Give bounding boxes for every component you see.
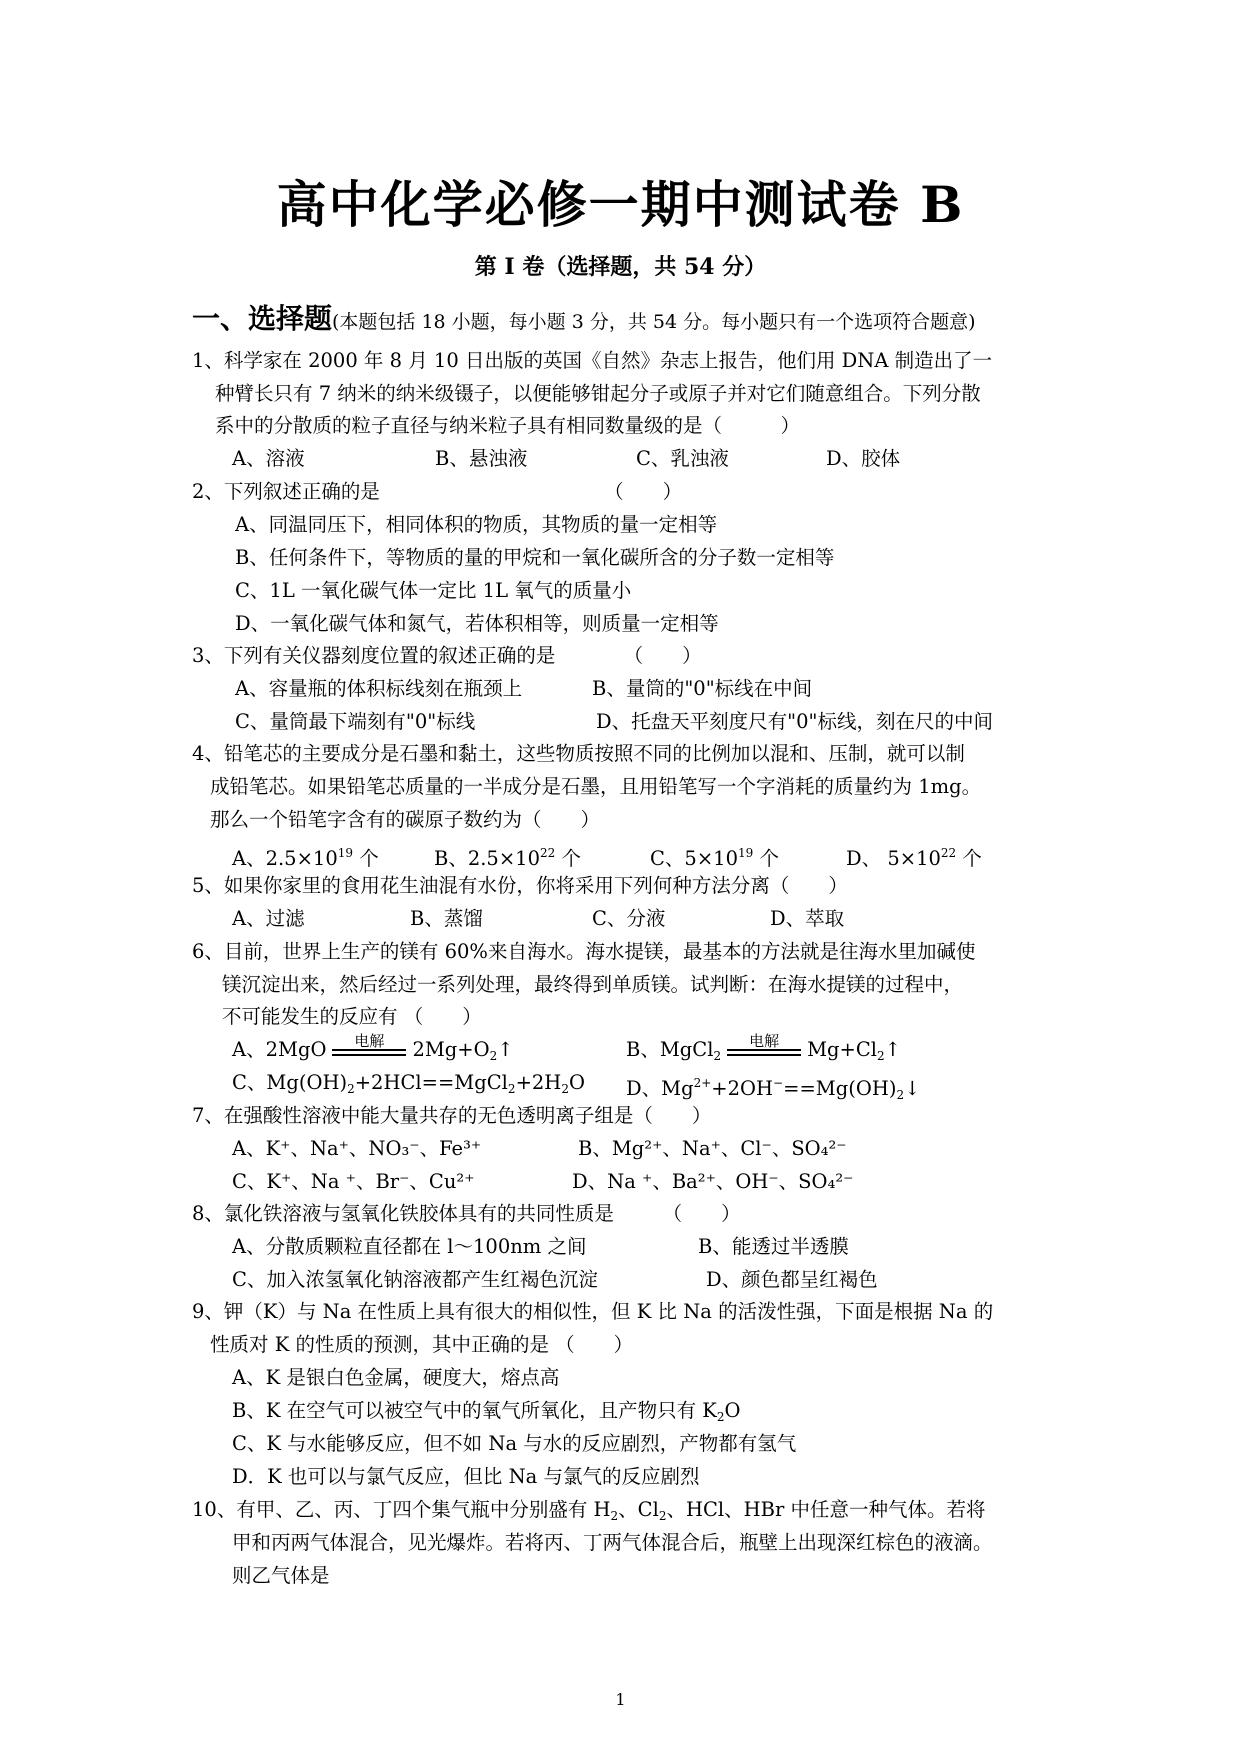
q4-line-3: 那么一个铅笔字含有的碳原子数约为（ ） bbox=[210, 808, 601, 831]
q3-option-b: B、量筒的"0"标线在中间 bbox=[592, 677, 813, 700]
q3-option-d: D、托盘天平刻度尺有"0"标线，刻在尺的中间 bbox=[596, 710, 993, 733]
q10-line-2: 甲和丙两气体混合，见光爆炸。若将丙、丁两气体混合后，瓶壁上出现深红棕色的液滴。 bbox=[232, 1531, 993, 1554]
q2-option-a: A、同温同压下，相同体积的物质，其物质的量一定相等 bbox=[235, 513, 718, 536]
section-title: 一、选择题 bbox=[192, 302, 333, 335]
q7-option-d: D、Na ⁺、Ba²⁺、OH⁻、SO₄²⁻ bbox=[572, 1170, 854, 1193]
q5-line-1: 5、如果你家里的食用花生油混有水份，你将采用下列何种方法分离（ ） bbox=[192, 874, 848, 897]
q9-option-a: A、K 是银白色金属，硬度大，熔点高 bbox=[232, 1366, 560, 1389]
q6-option-b: B、MgCl$_2$ 电解 $Mg+Cl_2↑$ bbox=[626, 1031, 902, 1063]
q7-option-c: C、K⁺、Na ⁺、Br⁻、Cu²⁺ bbox=[232, 1170, 475, 1193]
electrolysis-arrow-a: 电解 bbox=[332, 1039, 406, 1063]
q8-option-d: D、颜色都呈红褐色 bbox=[706, 1268, 878, 1291]
q4-line-2: 成铅笔芯。如果铅笔芯质量的一半成分是石墨，且用铅笔写一个字消耗的质量约为 1mg。 bbox=[210, 775, 982, 798]
q7-option-a: A、K⁺、Na⁺、NO₃⁻、Fe³⁺ bbox=[232, 1137, 482, 1160]
q4-option-c: C、$5\times 10^{19}$ 个 bbox=[650, 846, 779, 870]
q6-option-c: C、$Mg(OH)_2+2HCl==MgCl_2+2H_2O$ bbox=[232, 1071, 585, 1096]
q3-option-a: A、容量瓶的体积标线刻在瓶颈上 bbox=[235, 677, 523, 700]
q6-line-3: 不可能发生的反应有 （ ） bbox=[222, 1005, 482, 1028]
q1-line-3: 系中的分散质的粒子直径与纳米粒子具有相同数量级的是（ ） bbox=[215, 414, 801, 437]
q10-line-3: 则乙气体是 bbox=[232, 1564, 330, 1587]
q1-line-1: 1、科学家在 2000 年 8 月 10 日出版的英国《自然》杂志上报告，他们用 DNA 制造出了一 bbox=[192, 349, 993, 372]
q6-option-a: A、2MgO 电解 $2Mg+O_2↑$ bbox=[232, 1031, 514, 1063]
q8-line-1: 8、氯化铁溶液与氢氧化铁胶体具有的共同性质是 （ ） bbox=[192, 1202, 741, 1225]
q1-option-a: A、溶液 bbox=[232, 447, 305, 470]
q10-line-1: 10、有甲、乙、丙、丁四个集气瓶中分别盛有 $H_2$、$Cl_2$、HCl、HBr 中任意一种气体。若将 bbox=[192, 1498, 986, 1523]
q6-option-d: D、$Mg^{2+}+2OH^-==Mg(OH)_2↓$ bbox=[626, 1076, 921, 1102]
q2-option-c: C、1L 一氧化碳气体一定比 1L 氧气的质量小 bbox=[235, 579, 632, 602]
q2-line-1: 2、下列叙述正确的是 （ ） bbox=[192, 480, 683, 503]
q1-option-c: C、乳浊液 bbox=[636, 447, 729, 470]
q2-option-b: B、任何条件下，等物质的量的甲烷和一氧化碳所含的分子数一定相等 bbox=[235, 546, 835, 569]
q7-option-b: B、Mg²⁺、Na⁺、Cl⁻、SO₄²⁻ bbox=[578, 1137, 847, 1160]
q8-option-a: A、分散质颗粒直径都在 l～100nm 之间 bbox=[232, 1235, 587, 1258]
q5-option-d: D、萃取 bbox=[770, 907, 845, 930]
q6-line-1: 6、目前，世界上生产的镁有 60%来自海水。海水提镁，最基本的方法就是往海水里加碱使 bbox=[192, 940, 976, 963]
q2-option-d: D、一氧化碳气体和氮气，若体积相等，则质量一定相等 bbox=[235, 612, 719, 635]
q9-option-d: D．K 也可以与氯气反应，但比 Na 与氯气的反应剧烈 bbox=[232, 1465, 700, 1488]
q9-line-1: 9、钾（K）与 Na 在性质上具有很大的相似性，但 K 比 Na 的活泼性强，下面是根据 Na 的 bbox=[192, 1300, 994, 1323]
q9-option-b: B、K 在空气可以被空气中的氧气所氧化，且产物只有 $K_2O$ bbox=[232, 1399, 741, 1424]
q4-line-1: 4、铅笔芯的主要成分是石墨和黏土，这些物质按照不同的比例加以混和、压制，就可以制 bbox=[192, 742, 965, 765]
q5-option-a: A、过滤 bbox=[232, 907, 305, 930]
q9-option-c: C、K 与水能够反应，但不如 Na 与水的反应剧烈，产物都有氢气 bbox=[232, 1432, 797, 1455]
q3-option-c: C、量筒最下端刻有"0"标线 bbox=[235, 710, 476, 733]
q1-option-d: D、胶体 bbox=[826, 447, 901, 470]
q1-option-b: B、悬浊液 bbox=[435, 447, 528, 470]
page-title: 高中化学必修一期中测试卷 B bbox=[276, 175, 965, 234]
section-note: (本题包括 18 小题，每小题 3 分，共 54 分。每小题只有一个选项符合题意) bbox=[332, 311, 976, 333]
page-number: 1 bbox=[615, 1690, 626, 1709]
q5-option-b: B、蒸馏 bbox=[410, 907, 483, 930]
q9-line-2: 性质对 K 的性质的预测，其中正确的是 （ ） bbox=[210, 1333, 634, 1356]
q8-option-c: C、加入浓氢氧化钠溶液都产生红褐色沉淀 bbox=[232, 1268, 598, 1291]
q8-option-b: B、能透过半透膜 bbox=[698, 1235, 849, 1258]
q6-line-2: 镁沉淀出来，然后经过一系列处理，最终得到单质镁。试判断：在海水提镁的过程中， bbox=[222, 973, 964, 996]
q4-option-d: D、 $5\times 10^{22}$ 个 bbox=[846, 846, 982, 870]
q7-line-1: 7、在强酸性溶液中能大量共存的无色透明离子组是（ ） bbox=[192, 1104, 712, 1127]
q1-line-2: 种臂长只有 7 纳米的纳米级镊子，以便能够钳起分子或原子并对它们随意组合。下列分散 bbox=[215, 382, 981, 405]
q3-line-1: 3、下列有关仪器刻度位置的叙述正确的是 （ ） bbox=[192, 644, 702, 667]
q4-option-b: B、$2.5\times 10^{22}$ 个 bbox=[434, 846, 581, 870]
section-heading bbox=[192, 297, 976, 337]
electrolysis-arrow-b: 电解 bbox=[727, 1039, 801, 1063]
q4-option-a: A、$2.5\times 10^{19}$ 个 bbox=[232, 846, 379, 870]
q5-option-c: C、分液 bbox=[592, 907, 666, 930]
page-subtitle: 第 I 卷（选择题，共 54 分） bbox=[474, 254, 767, 280]
